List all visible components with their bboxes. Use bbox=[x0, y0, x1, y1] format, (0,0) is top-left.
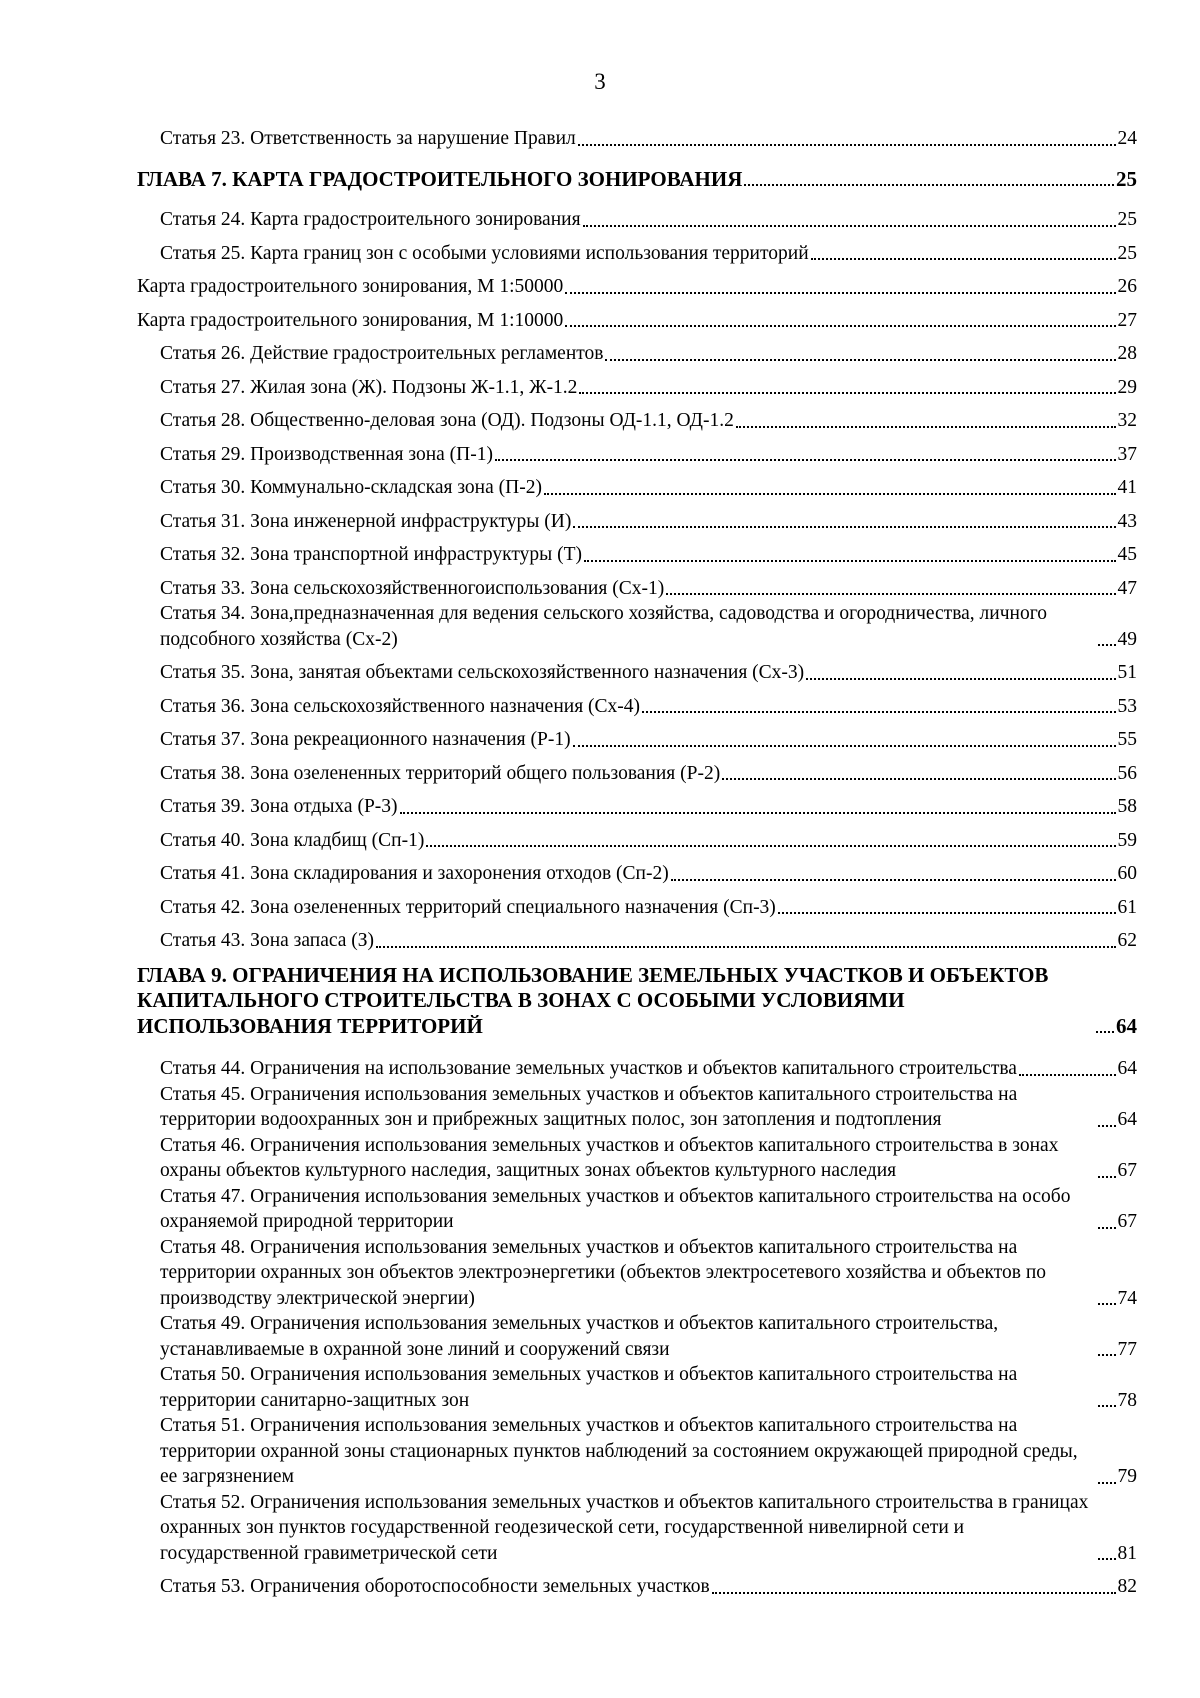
toc-chapter-entry bbox=[137, 963, 1137, 1040]
toc-entry-title: Статья 43. Зона запаса (З) bbox=[160, 930, 375, 951]
toc-entry-title: Статья 32. Зона транспортной инфраструктуры (Т) bbox=[160, 544, 583, 565]
toc-entry bbox=[137, 467, 1137, 501]
toc-entry bbox=[137, 853, 1137, 887]
dot-leader bbox=[1098, 1380, 1116, 1408]
toc-entry bbox=[137, 887, 1137, 921]
dot-leader bbox=[579, 367, 1115, 395]
toc-entry bbox=[137, 534, 1137, 568]
toc-entry-page: 43 bbox=[1117, 510, 1137, 532]
toc-entry-page: 51 bbox=[1117, 662, 1137, 683]
dot-leader bbox=[578, 118, 1116, 146]
dot-leader bbox=[573, 501, 1115, 529]
toc-entry-page: 64 bbox=[1116, 1013, 1137, 1038]
toc-entry-page: 29 bbox=[1117, 376, 1137, 398]
toc-entry-page: 81 bbox=[1117, 1542, 1137, 1564]
toc-entry-title: Статья 47. Ограничения использования земельных участков и объектов капитального строительства на особо охраняемой природной территории bbox=[160, 1185, 1071, 1232]
toc-entry-title: Статья 51. Ограничения использования земельных участков и объектов капитального строительства на территории охранной зоны стационарных пунктов наблюдений за состоянием окружающей природной среды, ее загрязнением bbox=[160, 1415, 1078, 1487]
toc-entry bbox=[137, 434, 1137, 468]
dot-leader bbox=[671, 853, 1116, 881]
toc-chapter-entry bbox=[137, 159, 1137, 193]
dot-leader bbox=[1098, 1150, 1116, 1178]
dot-leader bbox=[1098, 1456, 1116, 1484]
toc-entry bbox=[137, 367, 1137, 401]
toc-entry bbox=[137, 1048, 1137, 1082]
toc-entry-page: 25 bbox=[1116, 166, 1137, 191]
toc-entry-title: ГЛАВА 9. ОГРАНИЧЕНИЯ НА ИСПОЛЬЗОВАНИЕ ЗЕМЕЛЬНЫХ УЧАСТКОВ И ОБЪЕКТОВ КАПИТАЛЬНОГО СТРОИТЕЛЬСТВА В ЗОНАХ С ОСОБЫМИ УСЛОВИЯМИ ИСПОЛЬЗОВАНИЯ ТЕРРИТОРИЙ bbox=[137, 962, 1049, 1038]
dot-leader bbox=[778, 887, 1116, 915]
dot-leader bbox=[1098, 1278, 1116, 1306]
toc-entry-title: Статья 45. Ограничения использования земельных участков и объектов капитального строительства на территории водоохранных зон и прибрежных защитных полос, зон затопления и подтопления bbox=[160, 1083, 1018, 1130]
dot-leader bbox=[376, 920, 1115, 948]
toc-entry-page: 67 bbox=[1117, 1211, 1137, 1232]
dot-leader bbox=[495, 434, 1116, 462]
toc-entry-page: 25 bbox=[1117, 242, 1137, 264]
toc-entry bbox=[137, 266, 1137, 300]
toc-entry bbox=[137, 501, 1137, 535]
toc-entry-page: 28 bbox=[1117, 343, 1137, 364]
dot-leader bbox=[565, 300, 1115, 328]
dot-leader bbox=[1096, 1006, 1114, 1034]
toc-entry-title: Статья 27. Жилая зона (Ж). Подзоны Ж-1.1, Ж-1.2 bbox=[160, 376, 578, 398]
toc-entry-title: Статья 39. Зона отдыха (Р-3) bbox=[160, 796, 398, 817]
toc-entry bbox=[137, 1490, 1137, 1567]
toc-entry-page: 60 bbox=[1117, 863, 1137, 884]
toc-entry bbox=[137, 300, 1137, 334]
toc-entry-title: Статья 23. Ответственность за нарушение Правил bbox=[160, 128, 576, 149]
toc-entry-page: 78 bbox=[1117, 1389, 1137, 1411]
toc-entry bbox=[137, 686, 1137, 720]
dot-leader bbox=[736, 400, 1116, 428]
toc-entry bbox=[137, 333, 1137, 367]
toc-entry bbox=[137, 719, 1137, 753]
toc-entry-page: 45 bbox=[1117, 544, 1137, 565]
toc-entry-page: 74 bbox=[1117, 1287, 1137, 1309]
toc-entry bbox=[137, 1311, 1137, 1362]
dot-leader bbox=[573, 719, 1116, 747]
dot-leader bbox=[806, 652, 1115, 680]
toc-entry-title: Статья 29. Производственная зона (П-1) bbox=[160, 443, 493, 465]
toc-entry bbox=[137, 1184, 1137, 1235]
toc-entry-title: ГЛАВА 7. КАРТА ГРАДОСТРОИТЕЛЬНОГО ЗОНИРОВАНИЯ bbox=[137, 166, 743, 191]
toc-entry-title: Статья 33. Зона сельскохозяйственногоиспользования (Сх-1) bbox=[160, 577, 665, 599]
toc-entry-page: 55 bbox=[1117, 729, 1137, 750]
toc-entry-page: 64 bbox=[1117, 1058, 1137, 1079]
toc-entry-title: Карта градостроительного зонирования, М 1:10000 bbox=[137, 309, 564, 331]
toc-entry-page: 62 bbox=[1117, 930, 1137, 951]
toc-entry bbox=[137, 1413, 1137, 1490]
toc-entry-page: 26 bbox=[1117, 276, 1137, 297]
toc-entry-title: Статья 42. Зона озелененных территорий специального назначения (Сп-3) bbox=[160, 896, 776, 918]
toc-entry bbox=[137, 786, 1137, 820]
toc-entry-title: Карта градостроительного зонирования, М 1:50000 bbox=[137, 276, 564, 297]
toc-entry-page: 82 bbox=[1117, 1576, 1137, 1597]
toc-entry-title: Статья 41. Зона складирования и захоронения отходов (Сп-2) bbox=[160, 863, 669, 884]
toc-entry bbox=[137, 118, 1137, 152]
toc-entry-title: Статья 40. Зона кладбищ (Сп-1) bbox=[160, 829, 425, 851]
toc-entry-page: 64 bbox=[1117, 1109, 1137, 1130]
toc-entry bbox=[137, 568, 1137, 602]
table-of-contents bbox=[137, 118, 1137, 1600]
toc-entry-page: 41 bbox=[1117, 477, 1137, 498]
dot-leader bbox=[1098, 1201, 1116, 1229]
toc-entry-page: 32 bbox=[1117, 410, 1137, 431]
page-number: 3 bbox=[594, 69, 606, 94]
dot-leader bbox=[544, 467, 1116, 495]
toc-entry bbox=[137, 1235, 1137, 1312]
dot-leader bbox=[584, 534, 1115, 562]
toc-entry bbox=[137, 601, 1137, 652]
toc-entry-page: 53 bbox=[1117, 695, 1137, 717]
toc-entry-page: 25 bbox=[1117, 209, 1137, 230]
toc-entry bbox=[137, 1082, 1137, 1133]
dot-leader bbox=[666, 568, 1115, 596]
toc-entry-page: 58 bbox=[1117, 796, 1137, 817]
dot-leader bbox=[811, 233, 1116, 261]
dot-leader bbox=[642, 686, 1115, 714]
toc-entry bbox=[137, 233, 1137, 267]
toc-entry-page: 77 bbox=[1117, 1338, 1137, 1360]
dot-leader bbox=[722, 753, 1115, 781]
dot-leader bbox=[712, 1566, 1116, 1594]
toc-entry-title: Статья 37. Зона рекреационного назначения (Р-1) bbox=[160, 729, 571, 750]
toc-entry-title: Статья 25. Карта границ зон с особыми условиями использования территорий bbox=[160, 242, 809, 264]
dot-leader bbox=[426, 820, 1115, 848]
toc-entry-title: Статья 31. Зона инженерной инфраструктуры (И) bbox=[160, 510, 572, 532]
toc-entry-page: 49 bbox=[1117, 628, 1137, 650]
toc-entry-page: 67 bbox=[1117, 1160, 1137, 1181]
toc-entry bbox=[137, 820, 1137, 854]
dot-leader bbox=[583, 199, 1116, 227]
toc-entry-title: Статья 35. Зона, занятая объектами сельскохозяйственного назначения (Сх-3) bbox=[160, 662, 805, 683]
toc-entry bbox=[137, 753, 1137, 787]
toc-entry-page: 56 bbox=[1117, 762, 1137, 784]
toc-entry bbox=[137, 1133, 1137, 1184]
toc-entry-title: Статья 36. Зона сельскохозяйственного назначения (Сх-4) bbox=[160, 695, 641, 717]
dot-leader bbox=[1019, 1048, 1116, 1076]
toc-entry-page: 59 bbox=[1117, 829, 1137, 851]
toc-entry bbox=[137, 920, 1137, 954]
toc-entry bbox=[137, 199, 1137, 233]
toc-entry-title: Статья 46. Ограничения использования земельных участков и объектов капитального строительства в зонах охраны объектов культурного наследия, защитных зонах объектов культурного наследия bbox=[160, 1134, 1059, 1181]
toc-entry-page: 27 bbox=[1117, 309, 1137, 331]
toc-entry-title: Статья 30. Коммунально-складская зона (П-2) bbox=[160, 477, 542, 498]
dot-leader bbox=[744, 159, 1114, 187]
toc-entry-title: Статья 24. Карта градостроительного зонирования bbox=[160, 209, 581, 230]
toc-entry-title: Статья 50. Ограничения использования земельных участков и объектов капитального строительства на территории санитарно-защитных зон bbox=[160, 1364, 1018, 1411]
toc-entry bbox=[137, 1362, 1137, 1413]
toc-entry-title: Статья 44. Ограничения на использование земельных участков и объектов капитального строительства bbox=[160, 1058, 1017, 1079]
toc-entry-title: Статья 53. Ограничения оборотоспособности земельных участков bbox=[160, 1576, 710, 1597]
toc-entry bbox=[137, 1566, 1137, 1600]
toc-entry bbox=[137, 652, 1137, 686]
toc-entry-page: 47 bbox=[1117, 577, 1137, 599]
dot-leader bbox=[605, 333, 1115, 361]
dot-leader bbox=[1098, 1329, 1116, 1357]
dot-leader bbox=[400, 786, 1116, 814]
toc-entry-title: Статья 48. Ограничения использования земельных участков и объектов капитального строительства на территории охранных зон объектов электроэнергетики (объектов электросетевого хозяйства и объектов по производству электрической энергии) bbox=[160, 1236, 1047, 1309]
toc-entry-title: Статья 52. Ограничения использования земельных участков и объектов капитального строительства в границах охранных зон пунктов государственной геодезической сети, государственной нивелирной сети и государственной гравиметрической сети bbox=[160, 1491, 1089, 1564]
toc-entry-page: 24 bbox=[1117, 128, 1137, 149]
toc-entry-title: Статья 38. Зона озелененных территорий общего пользования (Р-2) bbox=[160, 762, 721, 784]
dot-leader bbox=[1098, 619, 1116, 647]
toc-entry-page: 79 bbox=[1117, 1466, 1137, 1487]
toc-entry-title: Статья 49. Ограничения использования земельных участков и объектов капитального строительства, устанавливаемые в охранной зоне линий и сооружений связи bbox=[160, 1313, 999, 1360]
toc-entry-page: 61 bbox=[1117, 896, 1137, 918]
dot-leader bbox=[1098, 1099, 1116, 1127]
toc-entry-title: Статья 28. Общественно-деловая зона (ОД). Подзоны ОД-1.1, ОД-1.2 bbox=[160, 410, 734, 431]
toc-entry-page: 37 bbox=[1117, 443, 1137, 465]
dot-leader bbox=[1098, 1533, 1116, 1561]
toc-entry-title: Статья 26. Действие градостроительных регламентов bbox=[160, 343, 604, 364]
toc-entry bbox=[137, 400, 1137, 434]
dot-leader bbox=[565, 266, 1115, 294]
toc-entry-title: Статья 34. Зона,предназначенная для ведения сельского хозяйства, садоводства и огородничества, личного подсобного хозяйства (Сх-2) bbox=[160, 603, 1047, 650]
